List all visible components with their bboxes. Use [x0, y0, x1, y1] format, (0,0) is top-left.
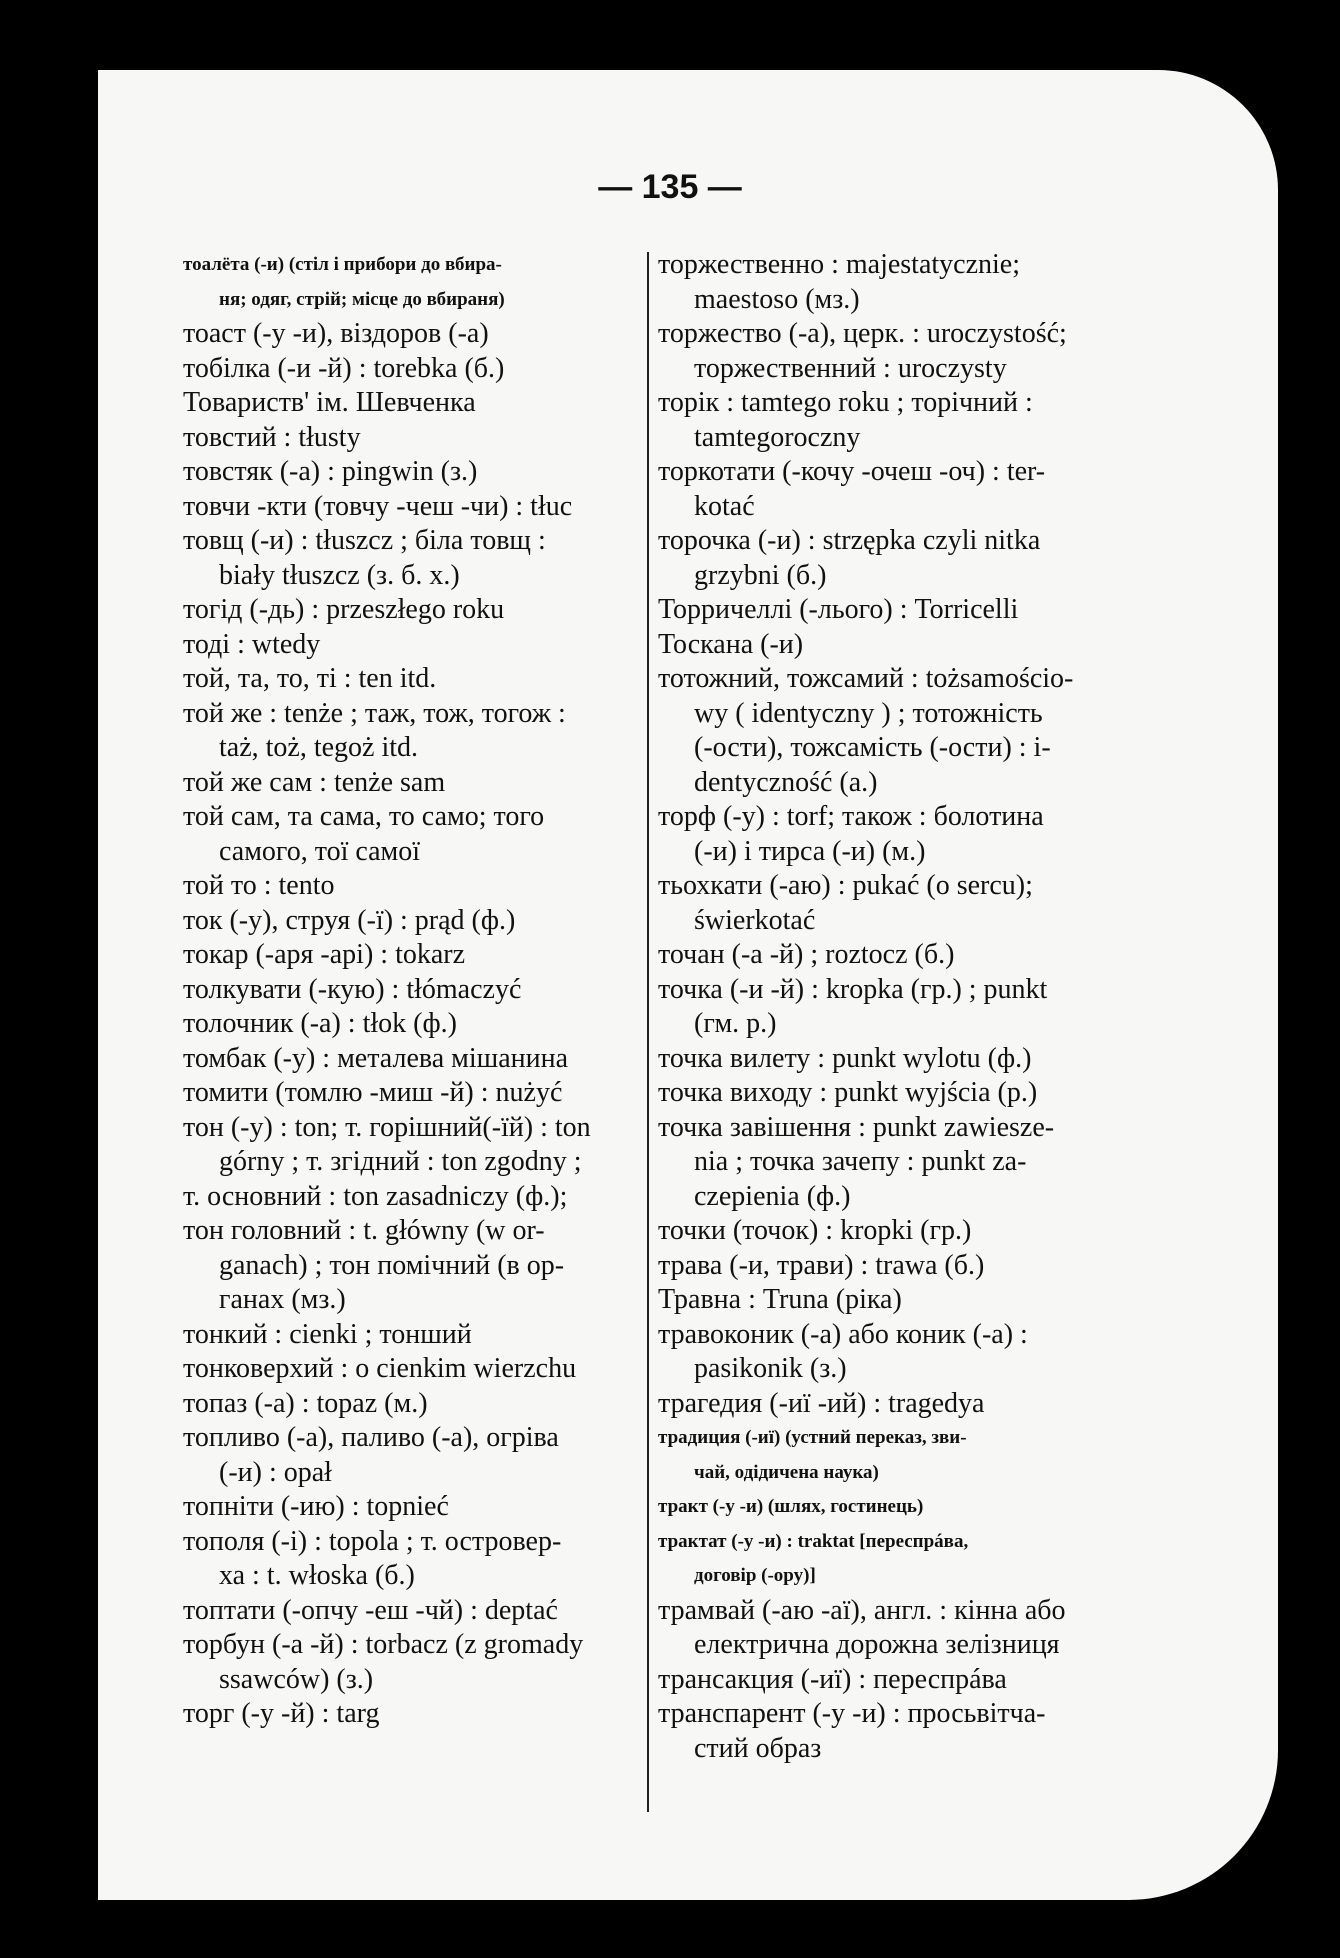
dictionary-line: той сам, та сама, то само; того	[183, 801, 545, 832]
dictionary-line: самого, тої самої	[219, 835, 421, 867]
dictionary-line: тракт (-у -и) (шлях, гостинець)	[658, 1496, 924, 1517]
dictionary-line: топтати (-опчу -еш -чй) : deptać	[183, 1594, 558, 1626]
dictionary-line: трансакция (-иї) : переспрáва	[658, 1663, 1007, 1695]
dictionary-line: тоді : wtedy	[183, 628, 321, 660]
dictionary-line: торбун (-а -й) : torbacz (z gromady	[183, 1629, 584, 1660]
dictionary-line: ganach) ; тон помічний (в ор-	[219, 1249, 565, 1281]
dictionary-line: трава (-и, трави) : trawa (б.)	[658, 1249, 985, 1281]
dictionary-line: трамвай (-аю -аї), англ. : кінна або	[658, 1594, 1066, 1626]
dictionary-line: той же сам : tenże sam	[183, 766, 446, 798]
dictionary-line: тон (-у) : ton; т. горішний(-їй) : ton	[183, 1111, 591, 1143]
dictionary-line: тоалёта (-и) (стіл і прибори до вбира-	[183, 254, 502, 275]
dictionary-line: товстяк (-а) : pingwin (з.)	[183, 456, 478, 487]
dictionary-line: тоаст (-у -и), віздоров (-а)	[183, 318, 489, 349]
dictionary-line: томбак (-у) : металева мішанина	[183, 1042, 569, 1074]
dictionary-line: pasikonik (з.)	[694, 1353, 847, 1384]
dictionary-line: токар (-аря -арі) : tokarz	[183, 939, 466, 970]
dictionary-line: торф (-у) : torf; також : болотина	[658, 801, 1044, 832]
dictionary-line: товстий : tłusty	[183, 421, 361, 453]
dictionary-line: maestoso (мз.)	[694, 283, 860, 315]
right-column	[658, 248, 1128, 1766]
dictionary-line: топливо (-а), паливо (-а), огріва	[183, 1422, 559, 1453]
dictionary-line: толочник (-а) : tłok (ф.)	[183, 1008, 457, 1039]
dictionary-line: транспарент (-у -и) : просьвітча-	[658, 1698, 1046, 1729]
dictionary-line: ня; одяг, стрій; місце до вбираня)	[219, 288, 505, 310]
dictionary-line: Травна : Truna (ріка)	[658, 1284, 902, 1315]
dictionary-line: товщ (-и) : tłuszcz ; біла товщ :	[183, 525, 546, 556]
dictionary-line: czepienia (ф.)	[694, 1180, 851, 1212]
dictionary-line: nia ; точка зачепу : punkt za-	[694, 1146, 1027, 1177]
dictionary-line: топаз (-а) : topaz (м.)	[183, 1387, 428, 1419]
dictionary-line: тогід (-дь) : przeszłego roku	[183, 594, 505, 625]
dictionary-line: Тоскана (-и)	[658, 628, 804, 660]
dictionary-line: той же : tenże ; таж, тож, тогож :	[183, 697, 566, 729]
dictionary-line: тополя (-і) : topola ; т. островер-	[183, 1525, 562, 1557]
dictionary-line: томити (томлю -миш -й) : nużyć	[183, 1077, 563, 1108]
dictionary-line: (-и) і тирса (-и) (м.)	[694, 835, 926, 867]
dictionary-line: договір (-ору)]	[694, 1565, 816, 1586]
dictionary-line: т. основний : ton zasadniczy (ф.);	[183, 1180, 568, 1212]
dictionary-line: Товариств' ім. Шевченка	[183, 387, 476, 418]
dictionary-line: biały tłuszcz (з. б. х.)	[219, 559, 460, 591]
dictionary-line: торг (-у -й) : targ	[183, 1698, 380, 1729]
dictionary-line: точка виходу : punkt wyjścia (р.)	[658, 1077, 1038, 1108]
dictionary-line: точка вилету : punkt wylotu (ф.)	[658, 1042, 1032, 1074]
dictionary-line: górny ; т. згідний : ton zgodny ;	[219, 1146, 582, 1177]
dictionary-line: тобілка (-и -й) : torebka (б.)	[183, 352, 505, 384]
dictionary-line: тонковерхий : o cienkim wierzchu	[183, 1353, 577, 1384]
dictionary-line: традиция (-иї) (устний переказ, зви-	[658, 1427, 967, 1448]
dictionary-line: точка (-и -й) : kropka (гр.) ; punkt	[658, 973, 1048, 1005]
page-number: — 135 —	[598, 168, 742, 206]
dictionary-line: тонкий : cienki ; тонший	[183, 1318, 472, 1350]
dictionary-line: топніти (-ию) : topnieć	[183, 1491, 449, 1522]
dictionary-line: ганах (мз.)	[219, 1284, 346, 1315]
dictionary-line: той, та, то, ті : ten itd.	[183, 663, 437, 694]
dictionary-line: стий образ	[694, 1732, 822, 1764]
dictionary-line: dentyczność (а.)	[694, 766, 878, 798]
dictionary-line: толкувати (-кую) : tłómaczyć	[183, 973, 522, 1005]
dictionary-line: tamtegoroczny	[694, 421, 861, 453]
dictionary-line: wy ( identyczny ) ; тотожність	[694, 697, 1043, 729]
dictionary-line: торжественний : uroczysty	[694, 352, 1007, 384]
dictionary-line: точка завішення : punkt zawiesze-	[658, 1111, 1055, 1143]
dictionary-line: товчи -кти (товчу -чеш -чи) : tłuc	[183, 490, 573, 522]
dictionary-line: точки (точок) : kropki (гр.)	[658, 1215, 972, 1246]
left-column	[183, 248, 653, 1732]
dictionary-line: торжественно : majestatycznie;	[658, 249, 1021, 280]
dictionary-line: торжество (-а), церк. : uroczystość;	[658, 318, 1067, 349]
dictionary-line: świerkotać	[694, 904, 816, 936]
column-divider	[647, 252, 649, 1812]
dictionary-line: kotać	[694, 490, 755, 522]
dictionary-line: тотожний, тожсамий : tożsamościo-	[658, 663, 1074, 694]
dictionary-line: чай, одідичена наука)	[694, 1461, 879, 1483]
dictionary-line: тон головний : t. główny (w or-	[183, 1215, 545, 1246]
dictionary-line: точан (-а -й) ; roztocz (б.)	[658, 939, 955, 970]
dictionary-line: taż, toż, tegoż itd.	[219, 732, 419, 763]
dictionary-line: ха : t. włoska (б.)	[219, 1560, 415, 1591]
dictionary-line: електрична дорожна зелізниця	[694, 1629, 1060, 1660]
dictionary-line: (-ости), тожсамість (-ости) : i-	[694, 732, 1051, 763]
dictionary-line: Торричеллі (-лього) : Torricelli	[658, 594, 1019, 625]
dictionary-line: трактат (-у -и) : traktat [переспрáва,	[658, 1530, 969, 1552]
dictionary-line: ток (-у), струя (-ї) : prąd (ф.)	[183, 904, 516, 936]
dictionary-line: той то : tento	[183, 870, 335, 901]
dictionary-line: торкотати (-кочу -очеш -оч) : ter-	[658, 456, 1046, 487]
dictionary-line: трагедия (-иї -ий) : tragedya	[658, 1387, 985, 1419]
dictionary-line: торік : tamtego roku ; торічний :	[658, 387, 1033, 418]
dictionary-line: (гм. р.)	[694, 1008, 777, 1039]
dictionary-line: травоконик (-а) або коник (-а) :	[658, 1318, 1028, 1350]
dictionary-line: торочка (-и) : strzępka czyli nitka	[658, 525, 1041, 556]
dictionary-line: grzybni (б.)	[694, 559, 827, 591]
dictionary-line: ssawców) (з.)	[219, 1663, 374, 1695]
dictionary-line: (-и) : opał	[219, 1456, 332, 1488]
dictionary-line: тьохкати (-аю) : pukać (o sercu);	[658, 870, 1033, 901]
